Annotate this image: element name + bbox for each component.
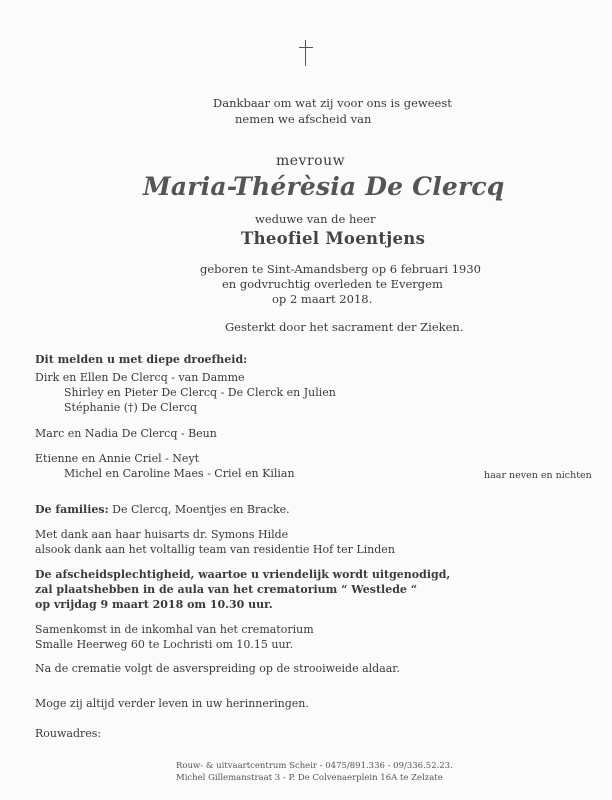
husband-name: Theofiel Moentjens [241, 229, 426, 248]
memory-line: Moge zij altijd verder leven in uw herinneringen. [35, 697, 309, 710]
address-label: Rouwadres: [35, 727, 102, 740]
sacrament-line: Gesterkt door het sacrament der Zieken. [225, 320, 464, 334]
families-line [35, 502, 290, 517]
family-line: Dirk en Ellen De Clercq - van Damme [35, 371, 245, 384]
family-line: Etienne en Annie Criel - Neyt [35, 452, 200, 465]
birth-line: geboren te Sint-Amandsberg op 6 februari 1930 [200, 262, 481, 276]
gathering-line: Smalle Heerweg 60 te Lochristi om 10.15 uur. [35, 638, 294, 651]
death-line: en godvruchtig overleden te Evergem [222, 277, 443, 291]
footer-line-2: Michel Gillemanstraat 3 - P. De Colvenaerplein 16A te Zelzate [176, 773, 443, 783]
death-date-line: op 2 maart 2018. [272, 292, 373, 306]
families-names: De Clercq, Moentjes en Bracke. [112, 503, 290, 516]
scattering-line: Na de crematie volgt de asverspreiding op de strooiweide aldaar. [35, 662, 400, 675]
intro-line-2: nemen we afscheid van [235, 112, 372, 126]
thanks-line: Met dank aan haar huisarts dr. Symons Hilde [35, 528, 289, 541]
honorific: mevrouw [276, 153, 346, 169]
intro-line-1: Dankbaar om wat zij voor ons is geweest [213, 96, 452, 110]
family-line: Michel en Caroline Maes - Criel en Kilian [64, 467, 295, 480]
cross-icon [298, 40, 314, 66]
thanks-line: alsook dank aan het voltallig team van residentie Hof ter Linden [35, 543, 395, 556]
deceased-name: Maria-Thérèsia De Clercq [143, 172, 505, 201]
family-line: Stéphanie (†) De Clercq [64, 401, 198, 414]
families-label: De families: [35, 503, 109, 516]
ceremony-line: zal plaatshebben in de aula van het crematorium “ Westlede “ [35, 583, 418, 596]
family-line: Marc en Nadia De Clercq - Beun [35, 427, 217, 440]
widow-of: weduwe van de heer [255, 212, 376, 226]
announcement: Dit melden u met diepe droefheid: [35, 353, 248, 366]
ceremony-line: op vrijdag 9 maart 2018 om 10.30 uur. [35, 598, 273, 611]
cousins-note: haar neven en nichten [484, 470, 592, 481]
family-line: Shirley en Pieter De Clercq - De Clerck en Julien [64, 386, 336, 399]
footer-line-1: Rouw- & uitvaartcentrum Scheir - 0475/891.336 - 09/336.52.23. [176, 761, 453, 771]
ceremony-line: De afscheidsplechtigheid, waartoe u vriendelijk wordt uitgenodigd, [35, 568, 451, 581]
gathering-line: Samenkomst in de inkomhal van het crematorium [35, 623, 314, 636]
